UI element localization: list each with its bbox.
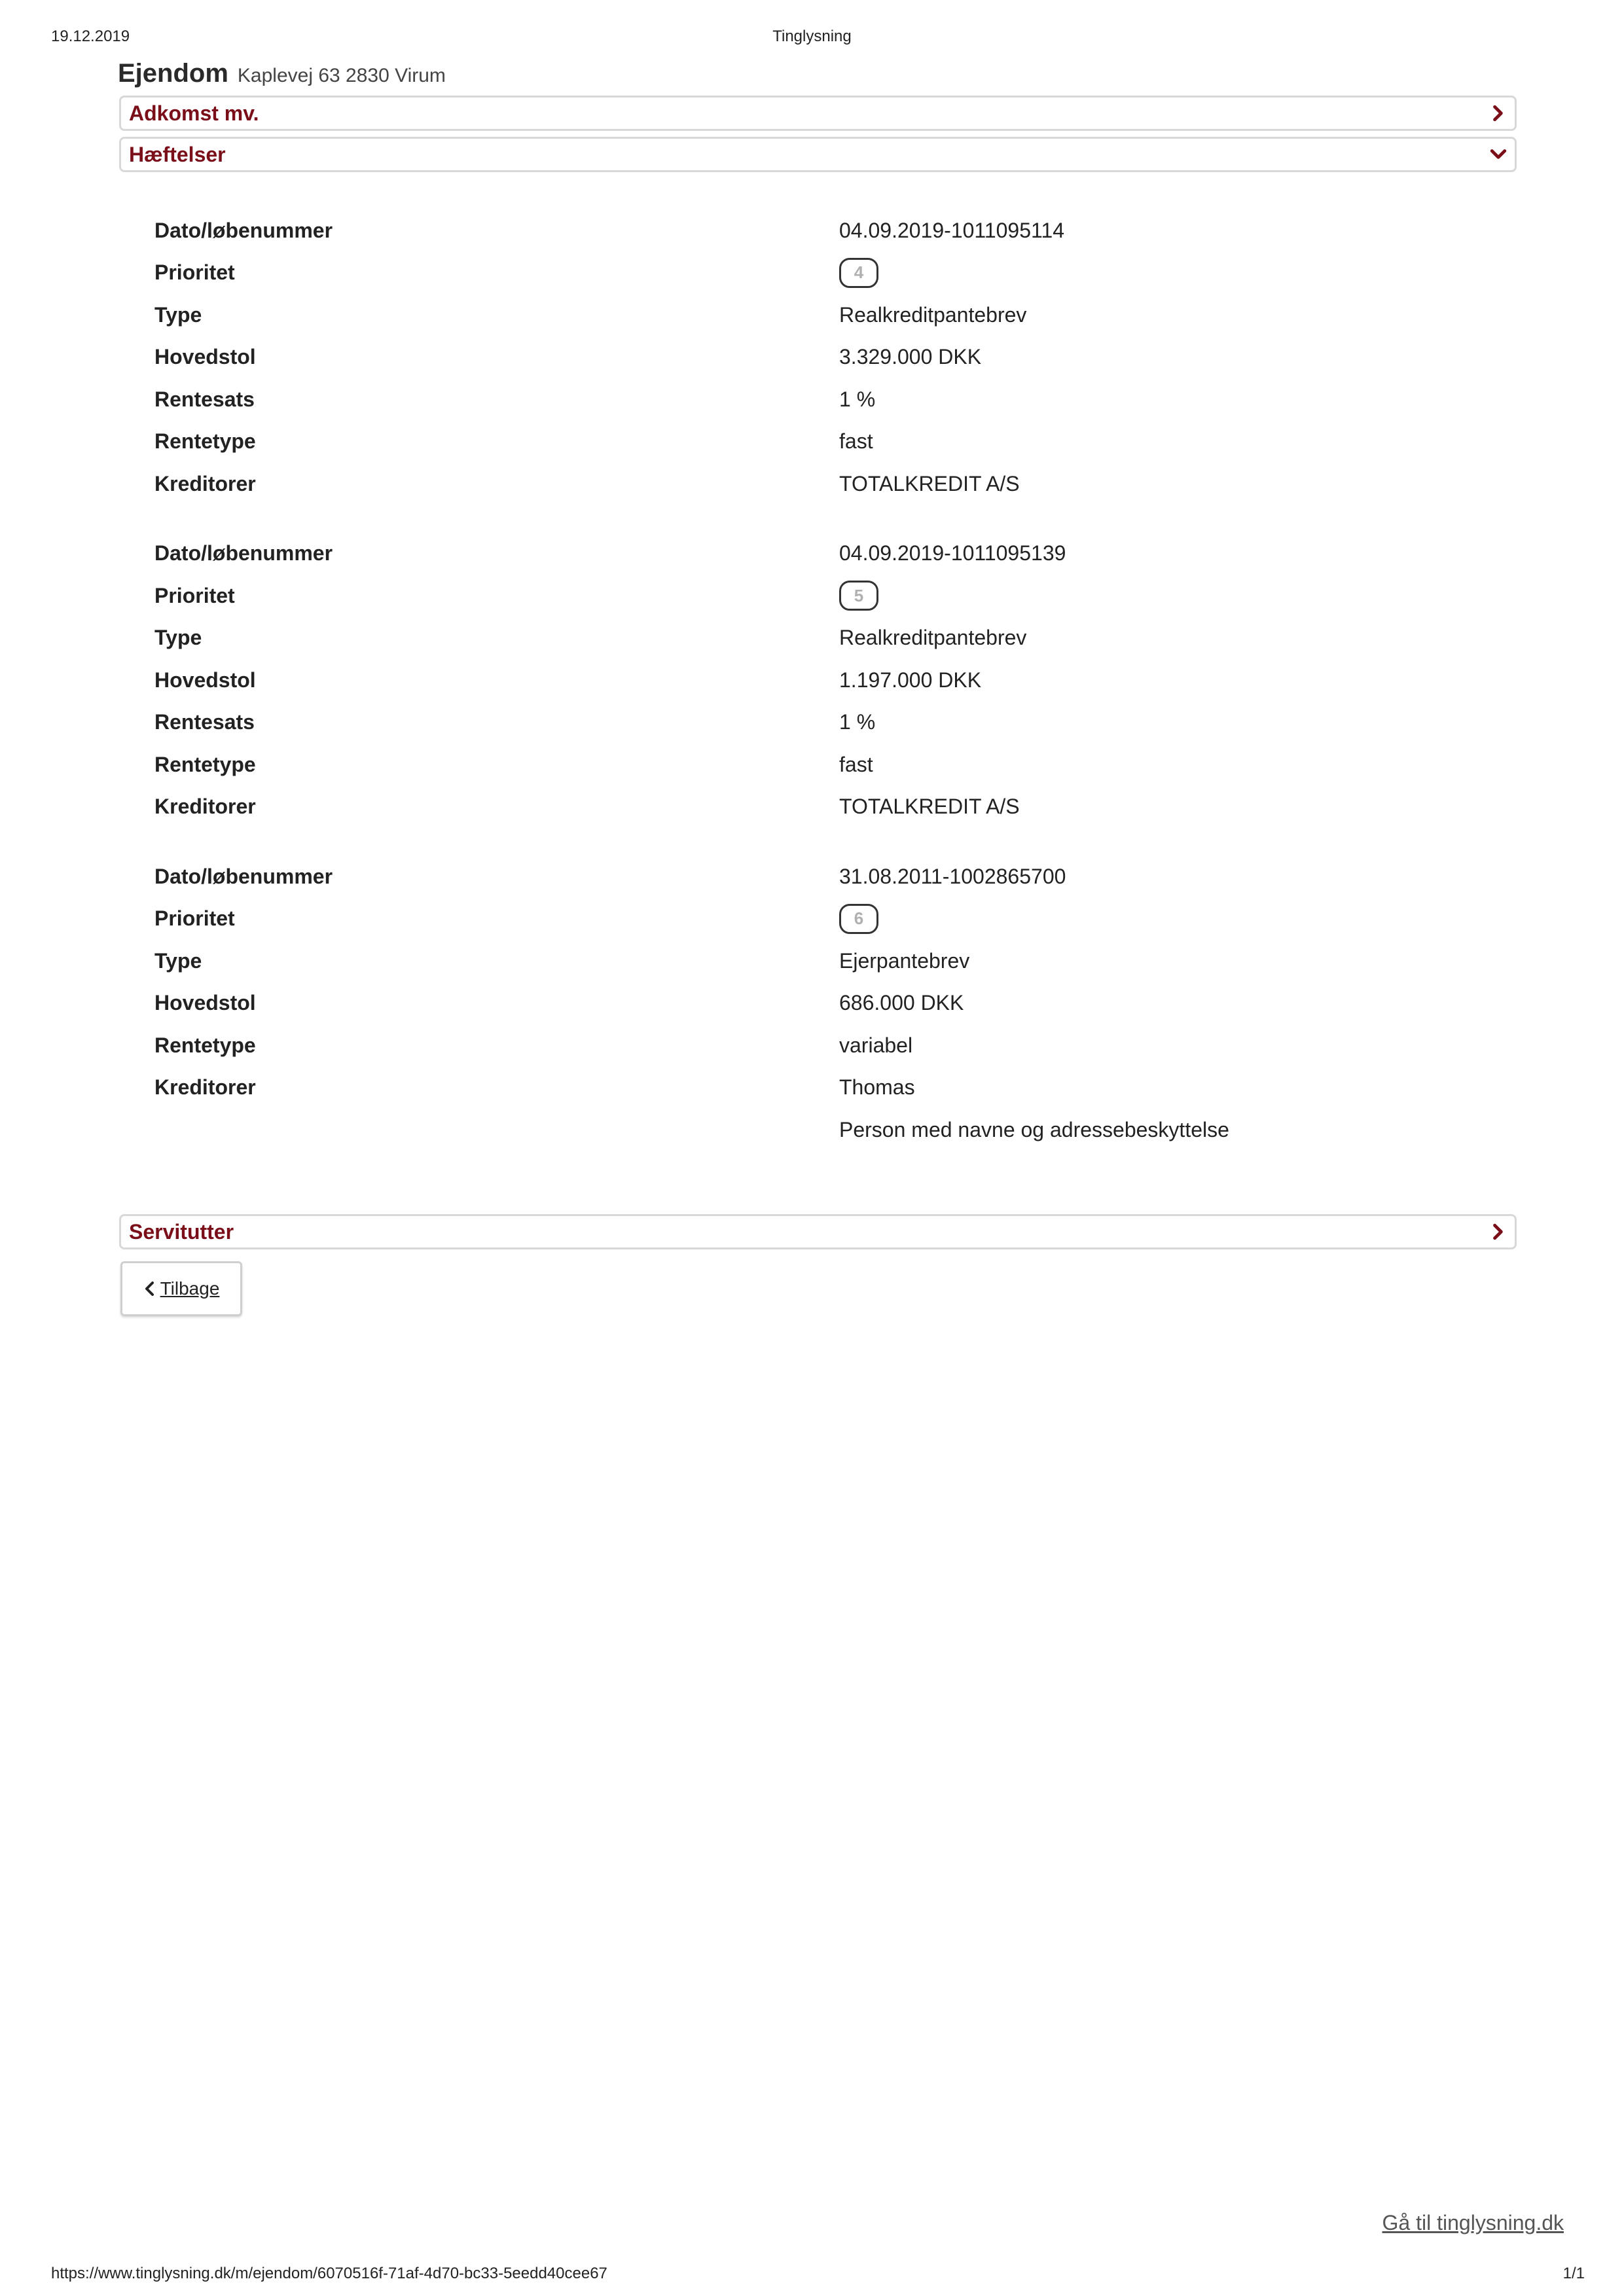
row-label: Prioritet — [154, 260, 235, 285]
row-label: Type — [154, 948, 202, 973]
section-adkomst-label: Adkomst mv. — [129, 101, 259, 125]
chevron-right-icon — [1489, 103, 1508, 123]
section-haeftelser-label: Hæftelser — [129, 142, 226, 166]
row-value: fast — [839, 429, 873, 454]
row-value: variabel — [839, 1033, 913, 1057]
haeftelser-list — [154, 209, 1464, 1179]
chevron-right-icon — [1489, 1222, 1508, 1242]
priority-badge: 4 — [839, 258, 878, 288]
row-value: TOTALKREDIT A/S — [839, 471, 1020, 495]
row-value: 04.09.2019-1011095139 — [839, 541, 1066, 565]
row-value: 04.09.2019-1011095114 — [839, 218, 1065, 242]
row-label: Dato/løbenummer — [154, 218, 333, 242]
chevron-down-icon — [1489, 145, 1508, 164]
section-servitutter-label: Servitutter — [129, 1219, 234, 1244]
row-label: Kreditorer — [154, 471, 256, 495]
haeftelse-record — [154, 209, 1464, 505]
haeftelse-record — [154, 533, 1464, 829]
section-haeftelser[interactable] — [119, 137, 1517, 172]
record-row — [154, 533, 1464, 575]
record-row — [154, 702, 1464, 744]
record-row — [154, 209, 1464, 252]
row-label: Dato/løbenummer — [154, 541, 333, 565]
record-row — [154, 575, 1464, 617]
row-label: Rentetype — [154, 752, 256, 776]
record-row — [154, 336, 1464, 379]
row-value: Realkreditpantebrev — [839, 626, 1027, 650]
row-value: 3.329.000 DKK — [839, 345, 982, 369]
row-label: Rentetype — [154, 1033, 256, 1057]
row-label: Kreditorer — [154, 1075, 256, 1100]
row-value: 1 % — [839, 710, 876, 734]
row-value: 686.000 DKK — [839, 991, 964, 1015]
row-value: fast — [839, 752, 873, 776]
record-row — [154, 294, 1464, 336]
row-value: 1.197.000 DKK — [839, 668, 982, 692]
row-label: Hovedstol — [154, 345, 256, 369]
record-row — [154, 898, 1464, 941]
record-row — [154, 252, 1464, 295]
row-label: Kreditorer — [154, 795, 256, 819]
row-value: Realkreditpantebrev — [839, 302, 1027, 327]
row-value: TOTALKREDIT A/S — [839, 795, 1020, 819]
priority-badge: 5 — [839, 581, 878, 611]
row-value: Thomas — [839, 1075, 915, 1100]
row-label: Prioritet — [154, 906, 235, 931]
record-row — [154, 1109, 1464, 1151]
row-value: 1 % — [839, 387, 876, 411]
row-label: Type — [154, 302, 202, 327]
record-row — [154, 744, 1464, 786]
chevron-left-icon — [143, 1281, 156, 1297]
record-row — [154, 463, 1464, 505]
record-row — [154, 982, 1464, 1025]
row-value: 31.08.2011-1002865700 — [839, 864, 1066, 888]
property-address: Kaplevej 63 2830 Virum — [237, 65, 446, 86]
record-row — [154, 421, 1464, 463]
row-label: Hovedstol — [154, 668, 256, 692]
section-adkomst[interactable] — [119, 96, 1517, 131]
priority-badge: 6 — [839, 904, 878, 934]
print-date: 19.12.2019 — [51, 27, 130, 45]
row-label: Type — [154, 626, 202, 650]
record-row — [154, 940, 1464, 982]
row-value: Person med navne og adressebeskyttelse — [839, 1117, 1229, 1141]
back-button-label: Tilbage — [160, 1278, 220, 1299]
row-label: Rentesats — [154, 710, 255, 734]
row-label: Dato/løbenummer — [154, 864, 333, 888]
row-value: Ejerpantebrev — [839, 948, 970, 973]
row-label: Prioritet — [154, 583, 235, 607]
print-url: https://www.tinglysning.dk/m/ejendom/6070516f-71af-4d70-bc33-5eedd40cee67 — [51, 2265, 607, 2282]
goto-tinglysning-link[interactable]: Gå til tinglysning.dk — [1382, 2211, 1564, 2234]
haeftelse-record — [154, 855, 1464, 1151]
record-row — [154, 659, 1464, 702]
print-title: Tinglysning — [772, 27, 852, 45]
record-row — [154, 855, 1464, 898]
print-page-number: 1/1 — [1562, 2265, 1585, 2282]
row-label: Rentetype — [154, 429, 256, 454]
record-row — [154, 1024, 1464, 1067]
row-label: Hovedstol — [154, 991, 256, 1015]
record-row — [154, 786, 1464, 829]
back-button[interactable] — [120, 1261, 242, 1316]
page-title — [118, 59, 446, 88]
page-title-main: Ejendom — [118, 59, 228, 88]
record-row — [154, 378, 1464, 421]
record-row — [154, 1067, 1464, 1109]
section-servitutter[interactable] — [119, 1214, 1517, 1249]
row-label: Rentesats — [154, 387, 255, 411]
record-row — [154, 617, 1464, 660]
